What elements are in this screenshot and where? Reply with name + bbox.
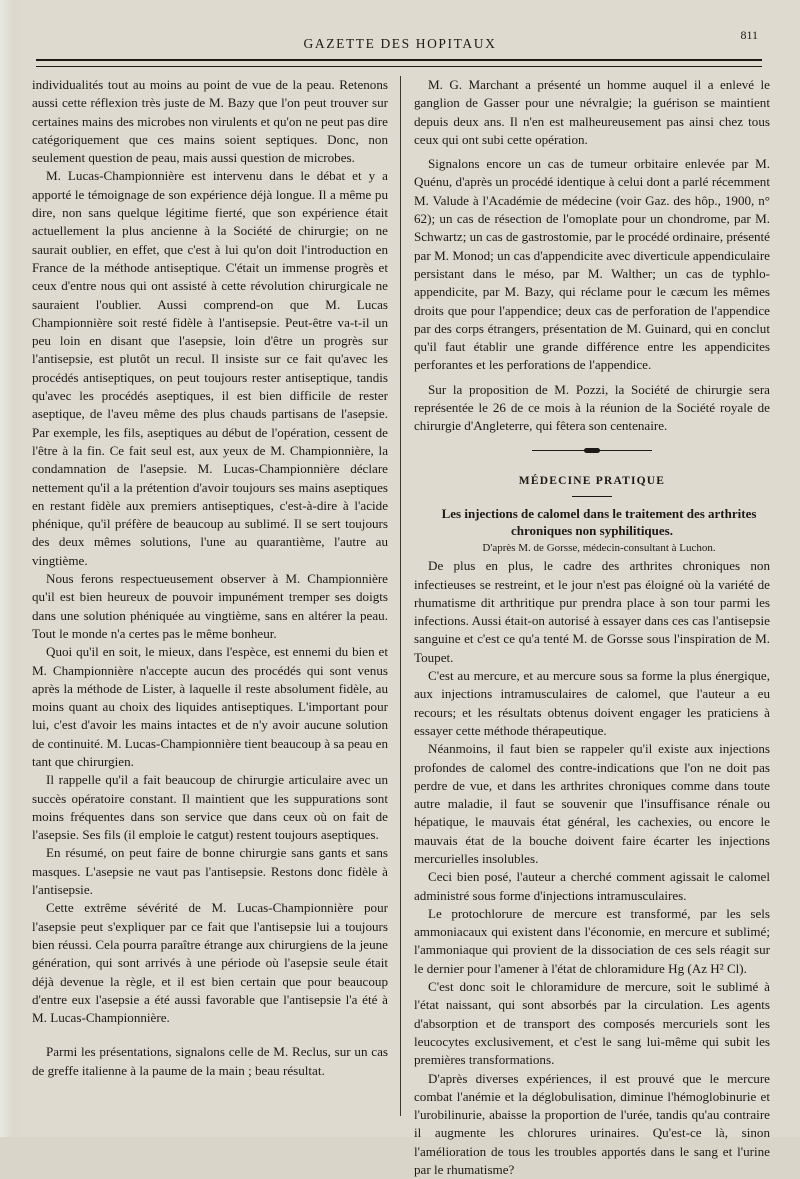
header-rule-thick — [36, 59, 762, 61]
paragraph: Le protochlorure de mercure est transformé, par les sels ammoniacaux qui existent dans l'économie, en mercure et sublimé; l'ammoniaque qui provient de la dissociation de ces sels réagit sur le dernier pour l'amener à l'état de chloramidure Hg (Az H² Cl). — [414, 905, 770, 976]
paragraph: Ceci bien posé, l'auteur a cherché comment agissait le calomel administré sous forme d'injections intramusculaires. — [414, 869, 770, 903]
paragraph: C'est au mercure, et au mercure sous sa forme la plus énergique, aux injections intramusculaires de calomel, que l'auteur a eu recours; et les résultats obtenus doivent engager les praticiens à essayer cette méthode thérapeutique. — [414, 668, 770, 738]
page-number: 811 — [740, 28, 758, 42]
paragraph: Il rappelle qu'il a fait beaucoup de chirurgie articulaire avec un succès opératoire constant. Il maintient que les suppurations sont moins fréquentes dans son service que dans ceux où on fait de l'asepsie. Ses fils (il emploie le catgut) restent toujours aseptiques. — [32, 772, 388, 843]
paragraph: Nous ferons respectueusement observer à M. Championnière qu'il est bien heureux de pouvoir impunément tremper ses doigts dans une solution phéniquée au vingtième, sans en altérer la peau. Tout le monde n'a certes pas le même bonheur. — [32, 571, 388, 641]
left-column — [32, 76, 388, 1080]
paragraph: Néanmoins, il faut bien se rappeler qu'il existe aux injections profondes de calomel des contre-indications que l'on ne doit pas perdre de vue, et dans les arthrites chroniques comme dans toute autre maladie, il faut se souvenir que l'insuffisance rénale ou hépatique, le mauvais état général, les cachexies, ou encore le mauvais état de la bouche doivent faire écarter les injections mercurielles insolubles. — [414, 741, 770, 866]
page-edge — [0, 0, 22, 1137]
paragraph: Signalons encore un cas de tumeur orbitaire enlevée par M. Quénu, d'après un procédé identique à celui dont a parlé récemment M. Valude à l'Académie de médecine (voir Gaz. des hôp., 1900, n° 62); un cas de résection de l'omoplate pour un chondrome, par M. Schwartz; un cas de gastrostomie, par le procédé ordinaire, présenté par M. Monod; un cas d'appendicite avec diverticule appendiculaire persistant dans le méso, par M. Walther; un cas de typhlo-appendicite, par M. Bazy, qui réclame pour le cæcum les mêmes droits que pour l'appendice; deux cas de perforation de l'appendice par des corps étrangers, présentation de M. Guinard, qui en conclut qu'il faut établir une grande différence entre les appendicites perforantes et les perforations de l'appendice. — [414, 156, 770, 373]
paragraph: M. G. Marchant a présenté un homme auquel il a enlevé le ganglion de Gasser pour une névralgie; la guérison se maintient depuis deux ans. Il n'en est malheureusement pas ainsi chez tous ceux qui ont subi cette opération. — [414, 77, 770, 147]
article-title: Les injections de calomel dans le traitement des arthrites chroniques non syphilitiques. — [441, 505, 757, 538]
paragraph: D'après diverses expériences, il est prouvé que le mercure combat l'anémie et la déglobulisation, diminue l'hémoglobinurie et l'urobilinurie, abaisse la proportion de l'urée, tandis qu'au contraire il augmente les chlorures urinaires. Qu'est-ce là, sinon l'amélioration de tous les troubles apportés dans le sang et l'urine par le rhumatisme? — [414, 1070, 770, 1178]
article-byline: D'après M. de Gorsse, médecin-consultant à Luchon. — [482, 541, 716, 554]
paragraph: M. Lucas-Championnière est intervenu dans le débat et y a apporté le témoignage de son expérience déjà longue. Il a même pu dire, non sans quelque légitime fierté, que son expérience était actuellement la plus ancienne à la Société de chirurgie; on ne saurait oublier, en effet, que c'est à lui qu'on doit l'introduction en France de la méthode antiseptique. C'était un immense progrès et ceux d'entre nous qui ont assisté à cette révolution chirurgicale ne sauraient l'oublier. Aussi comprend-on que M. Lucas Championnière soit resté fidèle à l'antisepsie. Peut-être va-t-il un peu loin en disant que l'asepsie, loin d'être un progrès sur l'antisepsie, est plutôt un recul. Il insiste sur ce fait qu'avec les procédés antiseptiques, on peut toujours rester antiseptique, tandis qu'avec les procédés aseptiques, il est bien difficile de rester aseptique, de l'aveu même des plus chauds partisans de l'asepsie. Par exemple, les fils, aseptiques au début de l'opération, cessent de l'être à la fin. Ce fait seul est, aux yeux de M. Championnière, la condamnation de l'asepsie. M. Lucas-Championnière déclare nettement qu'il a la prétention d'avoir toujours ses mains aseptiques en restant fidèle aux premiers antiseptiques, c'est-à-dire à l'acide phénique, qu'il préfère de beaucoup au sublimé. Il se sert toujours des deux mêmes solutions, l'une au quarantième, l'autre au vingtième. — [32, 168, 388, 568]
section-title: MÉDECINE PRATIQUE — [518, 474, 666, 487]
running-header — [0, 24, 800, 50]
header-rule-thin — [36, 66, 762, 67]
paragraph: Quoi qu'il en soit, le mieux, dans l'espèce, est ennemi du bien et M. Championnière n'accepte aucun des procédés qui sont venus après la méthode de Lister, à laquelle il reste absolument fidèle, au moins quant au choix des liquides antiseptiques. L'important pour lui, c'est d'avoir les mains intactes et de n'y avoir aucune solution de continuité. M. Lucas-Championnière tient beaucoup à sa peau en tant que chirurgien. — [32, 644, 388, 769]
journal-title: GAZETTE DES HOPITAUX — [303, 36, 497, 51]
column-divider — [400, 76, 401, 1116]
paragraph: C'est donc soit le chloramidure de mercure, soit le sublimé à l'état naissant, qui sont absorbés par la circulation. Les agents d'absorption et de transport des composés mercuriels sont les leucocytes exclusivement, et c'est le sang lui-même qui subit les premières transformations. — [414, 979, 770, 1068]
paragraph: individualités tout au moins au point de vue de la peau. Retenons aussi cette réflexion très juste de M. Bazy que l'on peut trouver sur certaines mains des microbes non virulents et qu'on ne peut pas dire catégoriquement que ces mains soient septiques. Donc, non seulement question de peau, mais aussi question de microbes. — [32, 77, 388, 166]
paragraph: Parmi les présentations, signalons celle de M. Reclus, sur un cas de greffe italienne à la paume de la main ; beau résultat. — [32, 1044, 388, 1078]
paragraph: En résumé, on peut faire de bonne chirurgie sans gants et sans masques. L'asepsie ne vaut pas l'antisepsie. Restons donc fidèle à l'antisepsie. — [32, 845, 388, 898]
paragraph: Sur la proposition de M. Pozzi, la Société de chirurgie sera représentée le 26 de ce mois à la réunion de la Société royale de chirurgie d'Angleterre, qui fêtera son centenaire. — [414, 381, 770, 434]
right-column — [414, 76, 770, 1179]
paragraph: De plus en plus, le cadre des arthrites chroniques non infectieuses se restreint, et le jour n'est pas éloigné où la variété de rhumatisme dit arthritique pur prendra place à son tour parmi les infections. Aussi était-on autorisé à essayer dans ces cas l'antisepsie sanguine et c'est ce qu'a tenté M. de Gorsse sous l'inspiration de M. Toupet. — [414, 558, 770, 665]
section-title-rule — [572, 496, 612, 497]
paragraph: Cette extrême sévérité de M. Lucas-Championnière pour l'asepsie peut s'expliquer par ce fait que l'antisepsie lui a toujours bien réussi. Cela pourra paraître étrange aux chirurgiens de la jeune génération, qui sont arrivés à une période où l'asepsie seule était déjà devenue la règle, et il est bien certain que pour beaucoup d'entre eux l'asepsie a été aussi favorable que l'antisepsie l'a été à M. Lucas-Championnière. — [32, 900, 388, 1026]
section-ornament — [532, 448, 652, 454]
